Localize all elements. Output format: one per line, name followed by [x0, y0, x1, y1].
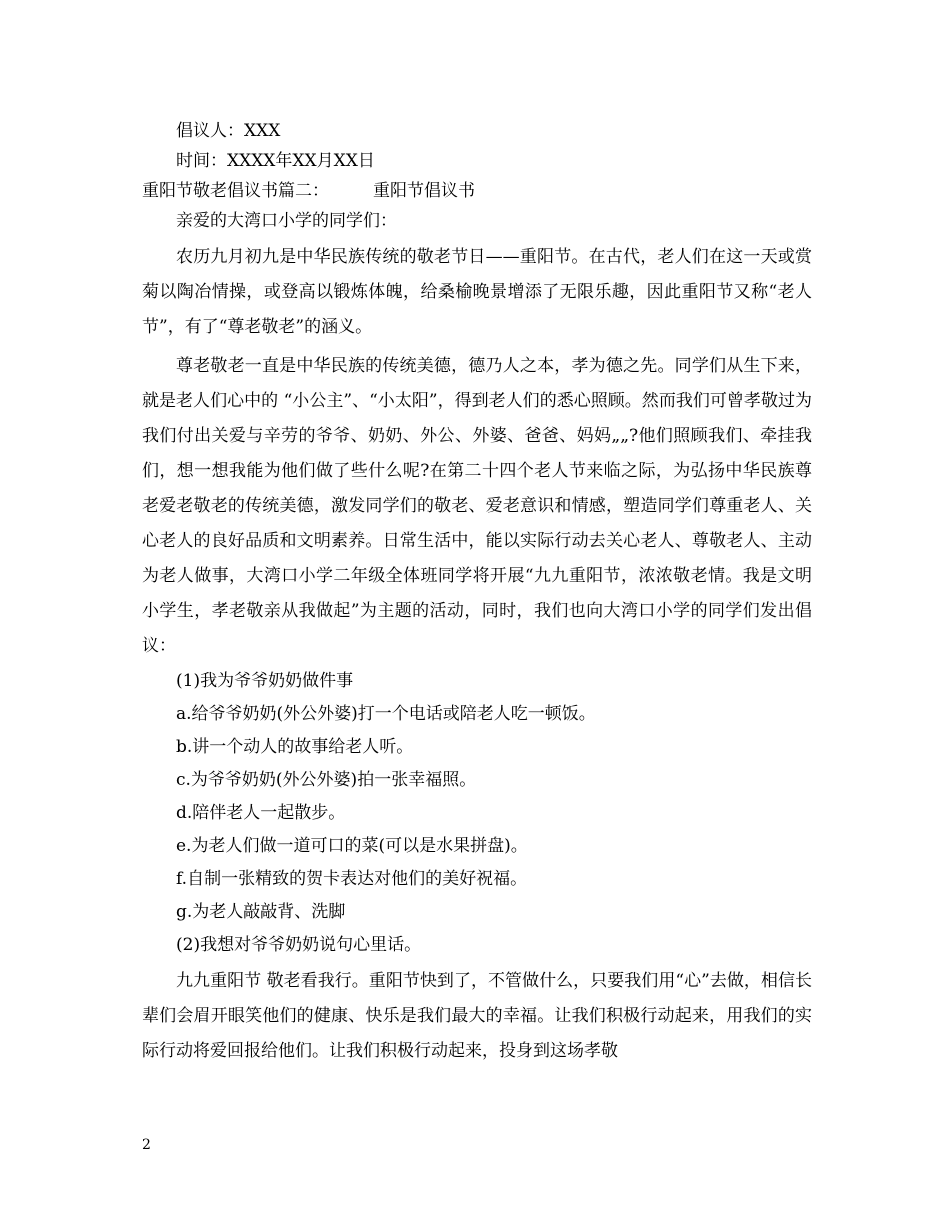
document-body [142, 116, 812, 1069]
list-heading-2: (2)我想对爷爷奶奶说句心里话。 [176, 935, 422, 955]
list-item: c.为爷爷奶奶(外公外婆)拍一张幸福照。 [176, 770, 477, 790]
list-item: e.为老人们做一道可口的菜(可以是水果拼盘)。 [176, 836, 528, 856]
paragraph-main: 尊老敬老一直是中华民族的传统美德，德乃人之本，孝为德之先。同学们从生下来，就是老人们心中的 “小公主”、“小太阳”，得到老人们的悉心照顾。然而我们可曾孝敬过为我们付出关爱与辛劳的爷爷、奶奶、外公、外婆、爸爸、妈妈„„?他们照顾我们、牵挂我们，想一想我能为他们做了些什么呢?在第二十四个老人节来临之际，为弘扬中华民族尊老爱老敬老的传统美德，激发同学们的敬老、爱老意识和情感，塑造同学们尊重老人、关心老人的良好品质和文明素养。日常生活中，能以实际行动去关心老人、尊敬老人、主动为老人做事，大湾口小学二年级全体班同学将开展“九九重阳节，浓浓敬老情。我是文明小学生，孝老敬亲从我做起”为主题的活动，同时，我们也向大湾口小学的同学们发出倡议： [142, 356, 812, 656]
paragraph-intro: 农历九月初九是中华民族传统的敬老节日——重阳节。在古代，老人们在这一天或赏菊以陶冶情操，或登高以锻炼体魄，给桑榆晚景增添了无限乐趣，因此重阳节又称“老人节”，有了“尊老敬老”的涵义。 [142, 247, 812, 337]
list-heading-1: (1)我为爷爷奶奶做件事 [176, 671, 354, 691]
page-number: 2 [142, 1137, 151, 1153]
section-title: 重阳节敬老倡议书篇二： [142, 181, 329, 201]
list-item: f.自制一张精致的贺卡表达对他们的美好祝福。 [176, 869, 528, 889]
list-item: a.给爷爷奶奶(外公外婆)打一个电话或陪老人吃一顿饭。 [176, 704, 596, 724]
paragraph-closing: 九九重阳节 敬老看我行。重阳节快到了，不管做什么，只要我们用“心”去做，相信长辈们会眉开眼笑他们的健康、快乐是我们最大的幸福。让我们积极行动起来，用我们的实际行动将爱回报给他们。让我们积极行动起来，投身到这场孝敬 [142, 971, 812, 1061]
list-item: d.陪伴老人一起散步。 [176, 803, 346, 823]
list-item: g.为老人敲敲背、洗脚 [176, 902, 346, 922]
section-subtitle: 重阳节倡议书 [373, 181, 475, 201]
section-heading [142, 176, 812, 206]
date-line: 时间：XXXX年XX月XX日 [176, 151, 375, 171]
proposer-line: 倡议人：XXX [176, 121, 281, 141]
greeting-line: 亲爱的大湾口小学的同学们： [176, 211, 397, 231]
list-item: b.讲一个动人的故事给老人听。 [176, 737, 414, 757]
